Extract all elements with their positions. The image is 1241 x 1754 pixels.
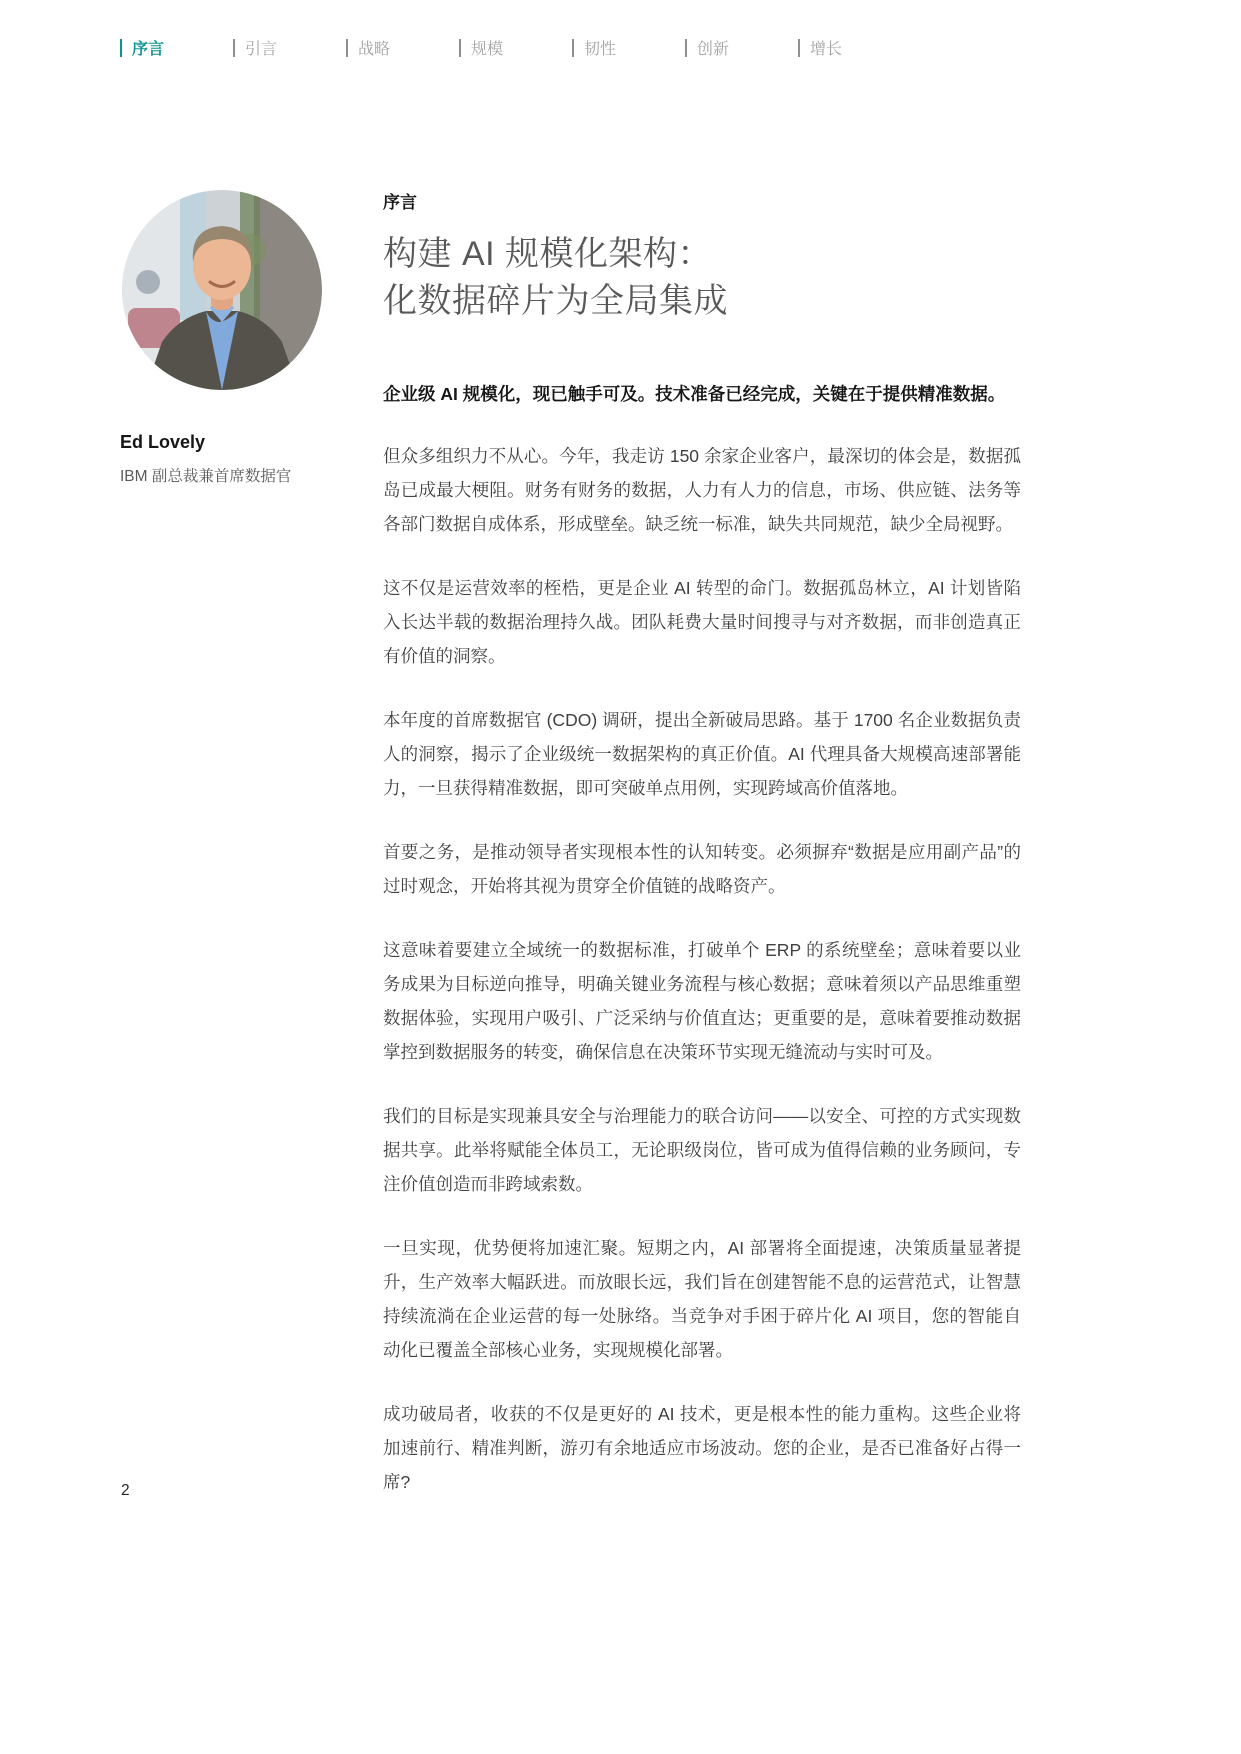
nav-tab-marker (572, 39, 574, 57)
body-paragraph: 一旦实现，优势便将加速汇聚。短期之内，AI 部署将全面提速，决策质量显著提升，生产效率大幅跃进。而放眼长远，我们旨在创建智能不息的运营范式，让智慧持续流淌在企业运营的每一处脉络。当竞争对手困于碎片化 AI 项目，您的智能自动化已覆盖全部核心业务，实现规模化部署。 (383, 1238, 1021, 1360)
article-title-line1: 构建 AI 规模化架构： (383, 235, 713, 273)
nav-tab-marker (346, 39, 348, 57)
nav-tab-marker (233, 39, 235, 57)
article (383, 188, 1021, 1499)
article-title (383, 231, 1021, 325)
body-paragraph: 本年度的首席数据官 (CDO) 调研，提出全新破局思路。基于 1700 名企业数据负责人的洞察，揭示了企业级统一数据架构的真正价值。AI 代理具备大规模高速部署能力，一旦获得精准数据，即可突破单点用例，实现跨域高价值落地。 (383, 710, 1021, 798)
nav-tab-label: 规模 (471, 41, 504, 58)
nav-tab-marker (120, 39, 122, 57)
nav-tab-introduction[interactable] (233, 36, 346, 59)
body-paragraph: 我们的目标是实现兼具安全与治理能力的联合访问——以安全、可控的方式实现数据共享。此举将赋能全体员工，无论职级岗位，皆可成为值得信赖的业务顾问，专注价值创造而非跨域索数。 (383, 1106, 1021, 1194)
author-role: IBM 副总裁兼首席数据官 (120, 468, 292, 485)
nav-tab-strategy[interactable] (346, 36, 459, 59)
nav-tab-label: 增长 (810, 41, 843, 58)
body-paragraph: 这意味着要建立全域统一的数据标准，打破单个 ERP 的系统壁垒；意味着要以业务成果为目标逆向推导，明确关键业务流程与核心数据；意味着须以产品思维重塑数据体验，实现用户吸引、广泛采纳与价值直达；更重要的是，意味着要推动数据掌控到数据服务的转变，确保信息在决策环节实现无缝流动与实时可及。 (383, 940, 1021, 1062)
body-paragraph: 成功破局者，收获的不仅是更好的 AI 技术，更是根本性的能力重构。这些企业将加速前行、精准判断，游刃有余地适应市场波动。您的企业，是否已准备好占得一席? (383, 1404, 1021, 1492)
nav-tab-marker (685, 39, 687, 57)
nav-tab-label: 序言 (132, 41, 165, 58)
body-paragraph: 首要之务，是推动领导者实现根本性的认知转变。必须摒弃“数据是应用副产品”的过时观念，开始将其视为贯穿全价值链的战略资产。 (383, 842, 1021, 896)
page-number: 2 (121, 1482, 130, 1499)
nav-tab-growth[interactable] (798, 36, 911, 59)
author-block (120, 432, 360, 486)
nav-tab-marker (459, 39, 461, 57)
nav-tab-label: 引言 (245, 41, 278, 58)
nav-tab-scale[interactable] (459, 36, 572, 59)
nav-tab-resilience[interactable] (572, 36, 685, 59)
body-paragraph: 但众多组织力不从心。今年，我走访 150 余家企业客户，最深切的体会是，数据孤岛已成最大梗阻。财务有财务的数据，人力有人力的信息，市场、供应链、法务等各部门数据自成体系，形成壁垒。缺乏统一标准，缺失共同规范，缺少全局视野。 (383, 446, 1021, 534)
author-name: Ed Lovely (120, 432, 206, 452)
portrait-illustration (122, 190, 322, 390)
chapter-nav (120, 36, 911, 59)
author-photo (122, 190, 322, 390)
section-eyebrow: 序言 (383, 193, 417, 212)
nav-tab-innovation[interactable] (685, 36, 798, 59)
nav-tab-label: 创新 (697, 41, 730, 58)
lead-paragraph: 企业级 AI 规模化，现已触手可及。技术准备已经完成，关键在于提供精准数据。 (383, 384, 1006, 404)
body-paragraph: 这不仅是运营效率的桎梏，更是企业 AI 转型的命门。数据孤岛林立，AI 计划皆陷入长达半载的数据治理持久战。团队耗费大量时间搜寻与对齐数据，而非创造真正有价值的洞察。 (383, 578, 1021, 666)
nav-tab-preface[interactable] (120, 36, 233, 59)
nav-tab-marker (798, 39, 800, 57)
nav-tab-label: 战略 (358, 41, 391, 58)
article-title-line2: 化数据碎片为全局集成 (383, 282, 728, 320)
nav-tab-label: 韧性 (584, 41, 617, 58)
